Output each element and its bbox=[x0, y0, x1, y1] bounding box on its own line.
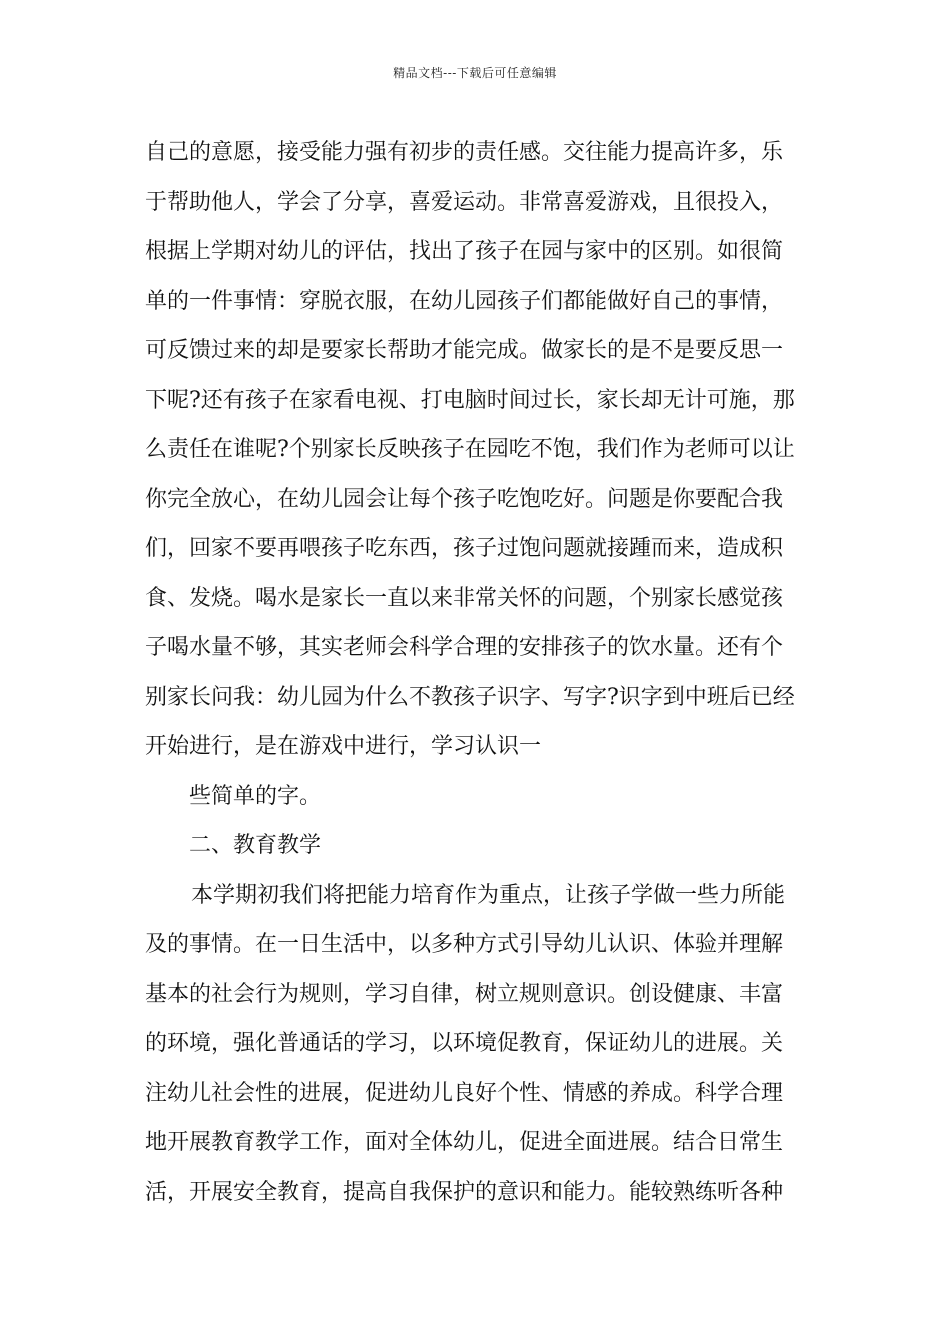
paragraph-line: 本学期初我们将把能力培育作为重点，让孩子学做一些力所能 bbox=[191, 882, 786, 908]
paragraph-line: 活，开展安全教育，提高自我保护的意识和能力。能较熟练听各种 bbox=[145, 1179, 784, 1205]
paragraph-line: 可反馈过来的却是要家长帮助才能完成。做家长的是不是要反思一 bbox=[145, 338, 784, 363]
paragraph-line: 于帮助他人，学会了分享，喜爱运动。非常喜爱游戏，且很投入， bbox=[145, 189, 784, 215]
paragraph-line: 根据上学期对幼儿的评估，找出了孩子在园与家中的区别。如很简 bbox=[145, 239, 784, 264]
paragraph-line: 开始进行，是在游戏中进行，学习认识一 bbox=[145, 734, 542, 759]
paragraph-line: 些简单的字。 bbox=[189, 783, 322, 809]
paragraph-line: 单的一件事情：穿脱衣服，在幼儿园孩子们都能做好自己的事情， bbox=[145, 288, 784, 314]
paragraph-line: 别家长问我：幼儿园为什么不教孩子识字、写字?识字到中班后已经 bbox=[145, 684, 795, 710]
paragraph-line: 下呢?还有孩子在家看电视、打电脑时间过长，家长却无计可施，那 bbox=[145, 387, 795, 413]
paragraph-line: 基本的社会行为规则，学习自律，树立规则意识。创设健康、丰富 bbox=[145, 981, 784, 1007]
paragraph-line: 注幼儿社会性的进展，促进幼儿良好个性、情感的养成。科学合理 bbox=[145, 1080, 784, 1106]
paragraph-line: 你完全放心，在幼儿园会让每个孩子吃饱吃好。问题是你要配合我 bbox=[145, 486, 784, 512]
paragraph-line: 地开展教育教学工作，面对全体幼儿，促进全面进展。结合日常生 bbox=[145, 1130, 784, 1155]
paragraph-line: 的环境，强化普通话的学习，以环境促教育，保证幼儿的进展。关 bbox=[145, 1031, 784, 1056]
page-header: 精品文档---下载后可任意编辑 bbox=[393, 66, 557, 80]
paragraph-line: 子喝水量不够，其实老师会科学合理的安排孩子的饮水量。还有个 bbox=[145, 635, 784, 660]
paragraph-line: 食、发烧。喝水是家长一直以来非常关怀的问题，个别家长感觉孩 bbox=[145, 585, 784, 611]
paragraph-line: 么责任在谁呢?个别家长反映孩子在园吃不饱，我们作为老师可以让 bbox=[145, 437, 795, 462]
paragraph-line: 及的事情。在一日生活中，以多种方式引导幼儿认识、体验并理解 bbox=[145, 932, 784, 957]
body-text bbox=[145, 128, 825, 1217]
section-heading: 二、教育教学 bbox=[189, 833, 322, 858]
paragraph-line: 自己的意愿，接受能力强有初步的责任感。交往能力提高许多，乐 bbox=[145, 140, 784, 165]
paragraph-line: 们，回家不要再喂孩子吃东西，孩子过饱问题就接踵而来，造成积 bbox=[145, 536, 784, 561]
